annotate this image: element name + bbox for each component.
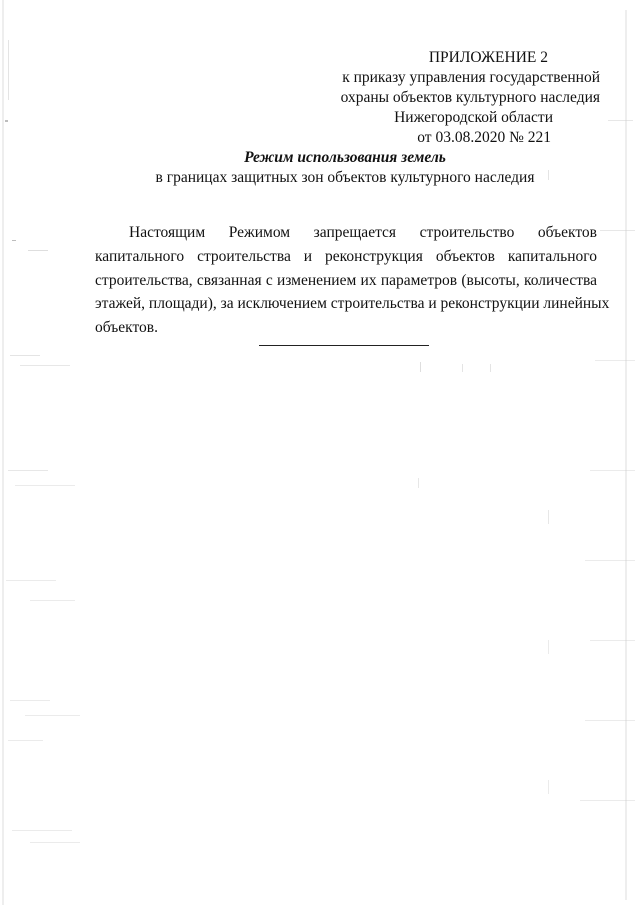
appendix-line-4: от 03.08.2020 № 221 (417, 129, 551, 146)
horizontal-separator (259, 345, 429, 346)
body-line-2: капитального строительства и реконструкция объектов капитального (95, 247, 597, 265)
appendix-line-3: Нижегородской области (394, 109, 553, 126)
body-line-3: строительства, связанная с изменением их параметров (высоты, количества (95, 271, 597, 289)
body-line-5: объектов. (95, 319, 158, 337)
appendix-header (300, 48, 600, 148)
appendix-line-1: к приказу управления государственной (342, 69, 600, 86)
body-paragraph (95, 221, 610, 340)
appendix-line-2: охраны объектов культурного наследия (340, 89, 600, 106)
heading-subtitle: в границах защитных зон объектов культурного наследия (155, 169, 535, 186)
body-line-4: этажей, площади), за исключением строительства и реконструкции линейных (95, 295, 610, 313)
document-heading (95, 148, 595, 188)
body-line-1: Настоящим Режимом запрещается строительство объектов (129, 224, 597, 241)
heading-title: Режим использования земель (244, 149, 446, 166)
appendix-title: ПРИЛОЖЕНИЕ 2 (428, 49, 548, 66)
